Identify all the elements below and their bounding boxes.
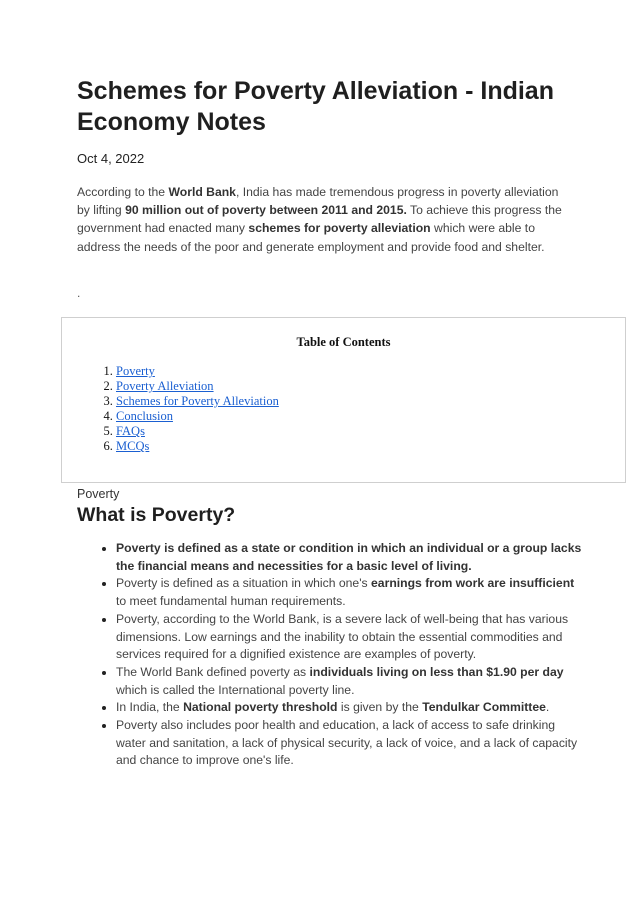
toc-item [116, 409, 279, 424]
toc-title: Table of Contents [296, 335, 391, 349]
intro-bold-text: schemes for poverty alleviation [248, 221, 431, 236]
section-heading: What is Poverty? [77, 504, 236, 526]
bullet-bold-text: Poverty is defined as a state or condition in which an individual or a group lacks the financial means and necessities for a basic level of living. [116, 541, 582, 573]
bullet-bold-text: earnings from work are insufficient [371, 576, 575, 591]
toc-item [116, 394, 279, 409]
toc-list [98, 364, 279, 454]
article-title: Schemes for Poverty Alleviation - Indian Economy Notes [77, 77, 554, 136]
toc-link-conclusion[interactable]: Conclusion [116, 409, 173, 423]
article-date: Oct 4, 2022 [77, 151, 145, 166]
toc-link-poverty[interactable]: Poverty [116, 364, 155, 378]
intro-bold-text: World Bank [168, 185, 236, 199]
bullet-text: The World Bank defined poverty as [116, 664, 310, 679]
intro-text: According to the [77, 185, 169, 199]
bullet-bold-text: individuals living on less than $1.90 per day [309, 664, 564, 679]
bullet-bold-text: National poverty threshold [183, 700, 338, 715]
bullet-text: Poverty, according to the World Bank, is a severe lack of well-being that has various dimensions. Low earnings and the inability to obtain the essential commodities and services required for a dignified existence are examples of poverty. [116, 611, 569, 662]
toc-link-poverty-alleviation[interactable]: Poverty Alleviation [116, 379, 214, 393]
list-item [116, 699, 586, 717]
toc-item [116, 424, 279, 439]
list-item [116, 717, 586, 770]
bullet-text: is given by the [337, 700, 423, 715]
toc-link-schemes[interactable]: Schemes for Poverty Alleviation [116, 394, 279, 408]
list-item [116, 540, 586, 575]
bullet-text: Poverty also includes poor health and education, a lack of access to safe drinking water and sanitation, a lack of physical security, a lack of voice, and a lack of capacity and chance to improve one's life. [116, 718, 578, 768]
intro-text: which were able to address the needs of the poor and generate employment and provide food and shelter. [77, 221, 545, 254]
toc-item [116, 439, 279, 454]
toc-link-faqs[interactable]: FAQs [116, 424, 145, 438]
intro-bold-text: 90 million out of poverty between 2011 and 2015. [125, 203, 407, 218]
bullet-text: to meet fundamental human requirements. [116, 594, 346, 609]
list-item [116, 575, 586, 610]
poverty-bullet-list [98, 540, 586, 770]
bullet-text: In India, the [116, 700, 184, 715]
table-of-contents [61, 317, 626, 483]
intro-text: To achieve this progress the government had enacted many [77, 203, 562, 236]
bullet-text: . [545, 700, 550, 715]
toc-link-mcqs[interactable]: MCQs [116, 439, 150, 453]
list-item [116, 664, 586, 699]
toc-item [116, 379, 279, 394]
bullet-text: Poverty is defined as a situation in which one's [116, 576, 372, 591]
section-label: Poverty [77, 487, 120, 501]
bullet-text: which is called the International poverty line. [116, 682, 355, 697]
intro-paragraph [77, 183, 567, 256]
bullet-bold-text: Tendulkar Committee [422, 700, 546, 715]
toc-item [116, 364, 279, 379]
list-item [116, 611, 586, 664]
separator-dot: . [77, 286, 81, 300]
intro-text: , India has made tremendous progress in poverty alleviation by lifting [77, 185, 559, 218]
